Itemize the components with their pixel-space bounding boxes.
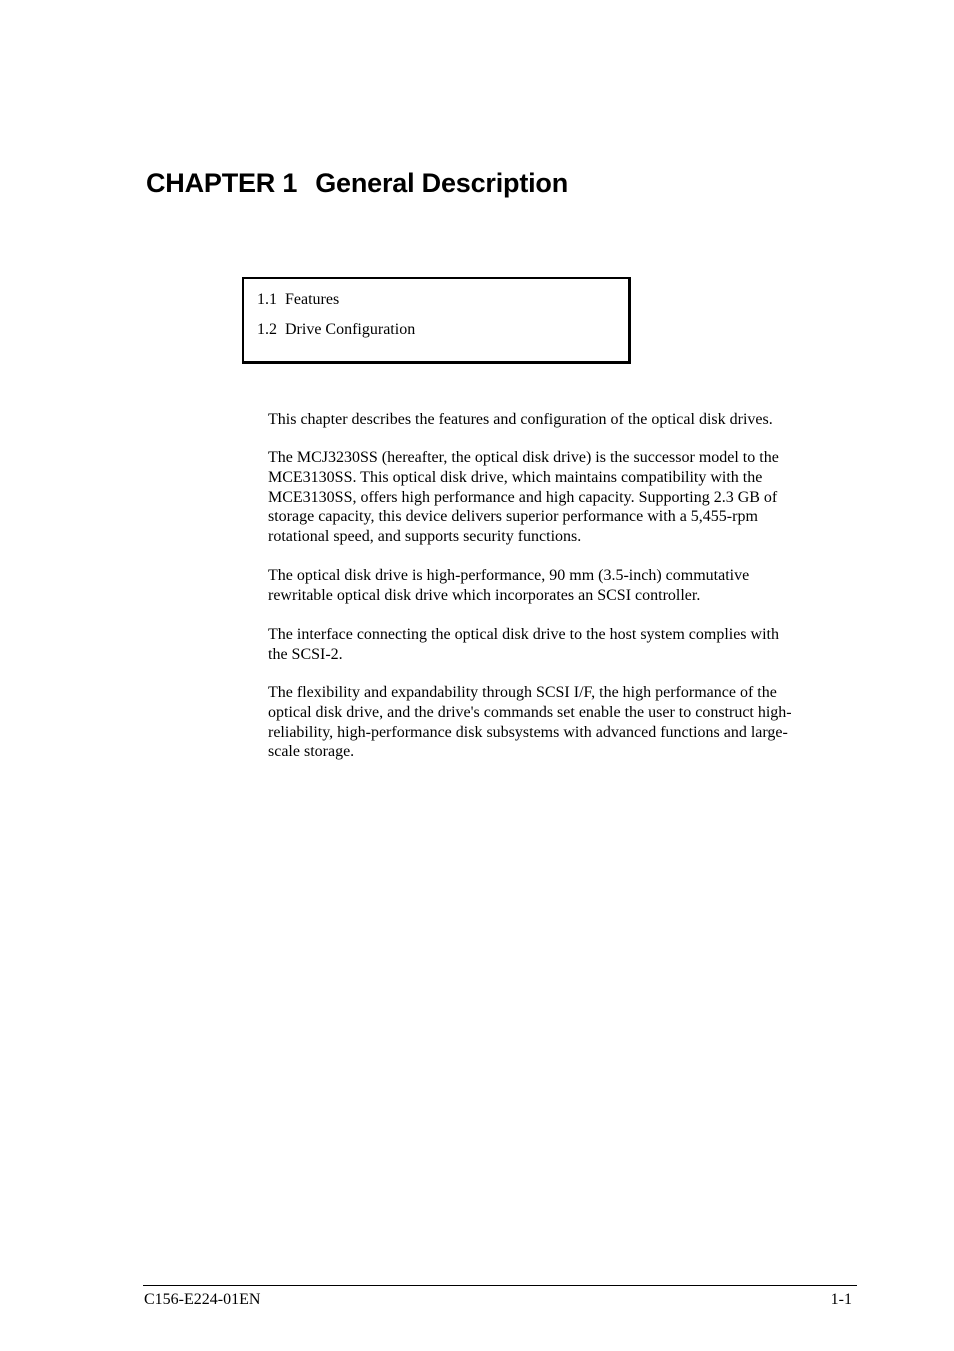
document-code: C156-E224-01EN [144, 1291, 261, 1308]
chapter-title: General Description [315, 168, 569, 198]
chapter-heading [146, 168, 568, 199]
text-line: rotational speed, and supports security functions. [268, 528, 582, 545]
intro-paragraph [268, 410, 868, 430]
text-line: The optical disk drive is high-performance, 90 mm (3.5-inch) commutative [268, 567, 750, 584]
toc-item-label: Features [285, 291, 340, 308]
text-line: This chapter describes the features and configuration of the optical disk drives. [268, 411, 773, 428]
interface-paragraph [268, 625, 868, 665]
text-line: scale storage. [268, 743, 355, 761]
text-line: The interface connecting the optical disk drive to the host system complies with [268, 626, 779, 643]
text-line: optical disk drive, and the drive's commands set enable the user to construct high- [268, 703, 792, 721]
toc-item-number: 1.1 [257, 291, 277, 308]
chapter-contents-box [242, 277, 631, 364]
toc-item-features [257, 291, 339, 309]
text-line: MCE3130SS. This optical disk drive, which maintains compatibility with the [268, 468, 763, 486]
toc-item-drive-configuration [257, 321, 415, 339]
text-line: The MCJ3230SS (hereafter, the optical disk drive) is the successor model to the [268, 449, 779, 466]
toc-item-number: 1.2 [257, 321, 277, 338]
chapter-number: CHAPTER 1 [146, 168, 298, 198]
text-line: reliability, high-performance disk subsystems with advanced functions and large- [268, 723, 788, 741]
flexibility-paragraph [268, 683, 868, 762]
text-line: the SCSI-2. [268, 645, 343, 663]
text-line: The flexibility and expandability through SCSI I/F, the high performance of the [268, 684, 777, 701]
footer-divider [143, 1285, 857, 1286]
text-line: rewritable optical disk drive which incorporates an SCSI controller. [268, 586, 701, 604]
text-line: storage capacity, this device delivers superior performance with a 5,455-rpm [268, 508, 758, 526]
drive-type-paragraph [268, 566, 868, 606]
successor-model-paragraph [268, 448, 868, 547]
page-number: 1-1 [830, 1291, 852, 1308]
text-line: MCE3130SS, offers high performance and high capacity. Supporting 2.3 GB of [268, 488, 778, 506]
toc-item-label: Drive Configuration [285, 321, 416, 338]
